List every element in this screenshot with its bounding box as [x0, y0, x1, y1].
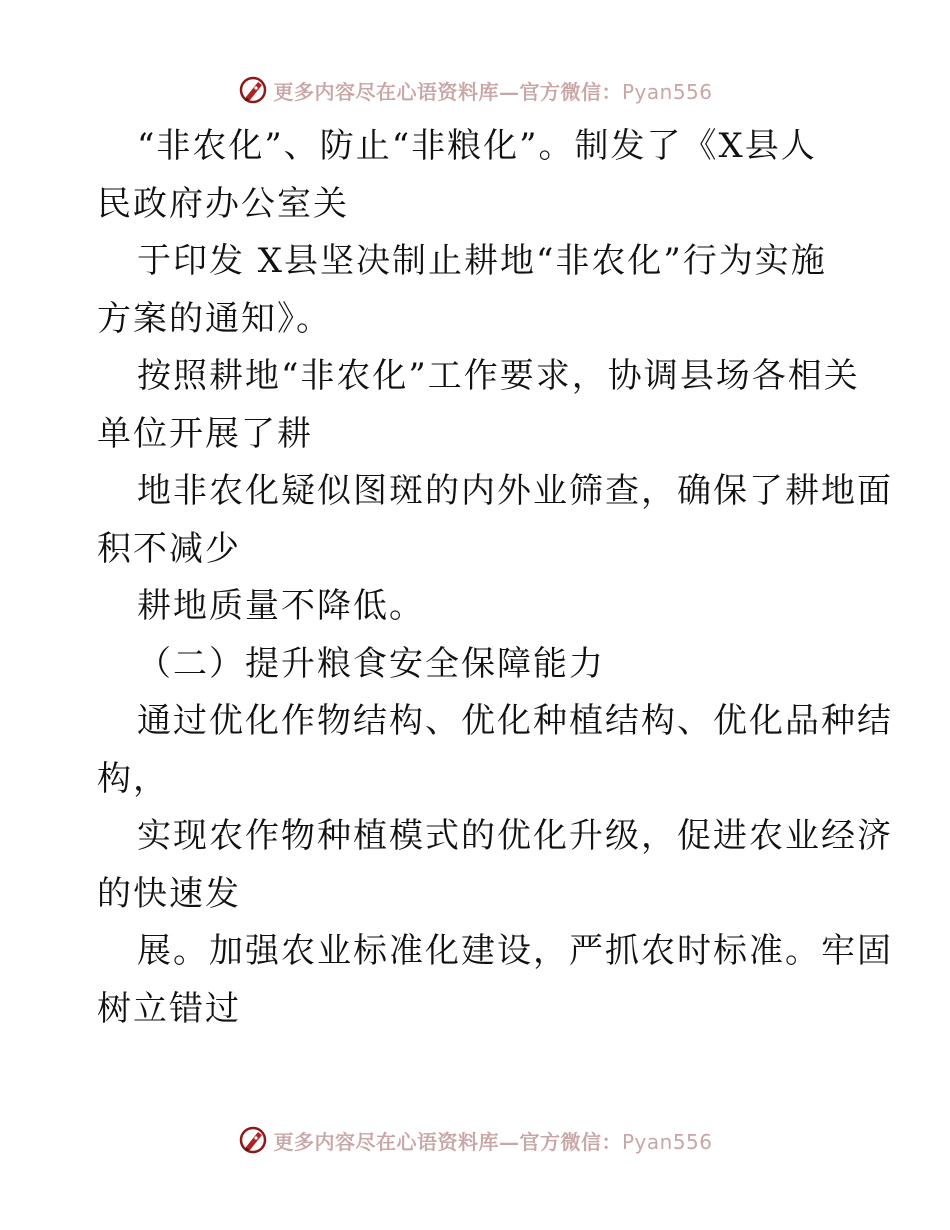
text-line: 于印发 X县坚决制止耕地“非农化”行为实施 — [137, 241, 827, 281]
text-line: 按照耕地“非农化”工作要求，协调县场各相关 — [137, 356, 860, 396]
text-line: 单位开展了耕 — [97, 413, 313, 454]
text-line: 树立错过 — [97, 988, 241, 1029]
pen-logo-icon — [237, 1124, 269, 1156]
text-line: 积不减少 — [97, 528, 241, 569]
text-line: “非农化”、防止“非粮化”。制发了《X县人 — [137, 126, 817, 166]
text-line: 展。加强农业标准化建设，严抓农时标准。牢固 — [137, 931, 893, 971]
section-heading: （二）提升粮食安全保障能力 — [137, 643, 605, 684]
header-wechat-id: Pyan556 — [621, 79, 713, 104]
document-body — [97, 118, 893, 1038]
text-line: 方案的通知》。 — [97, 298, 332, 339]
text-line: 的快速发 — [97, 873, 241, 914]
footer-banner-text — [273, 1126, 712, 1155]
header-banner-text — [273, 76, 712, 105]
footer-banner-label: 更多内容尽在心语资料库—官方微信： — [273, 1129, 622, 1154]
pen-logo-icon — [237, 74, 269, 106]
header-banner-label: 更多内容尽在心语资料库—官方微信： — [273, 79, 622, 104]
footer-wechat-id: Pyan556 — [621, 1129, 713, 1154]
text-line: 地非农化疑似图斑的内外业筛查，确保了耕地面 — [137, 471, 893, 511]
text-line: 通过优化作物结构、优化种植结构、优化品种结 — [137, 701, 893, 741]
text-line: 实现农作物种植模式的优化升级，促进农业经济 — [137, 816, 893, 856]
text-line: 民政府办公室关 — [97, 183, 349, 224]
header-banner — [0, 70, 950, 110]
text-line: 构， — [97, 758, 169, 799]
text-line: 耕地质量不降低。 — [137, 586, 425, 626]
footer-banner — [0, 1120, 950, 1160]
